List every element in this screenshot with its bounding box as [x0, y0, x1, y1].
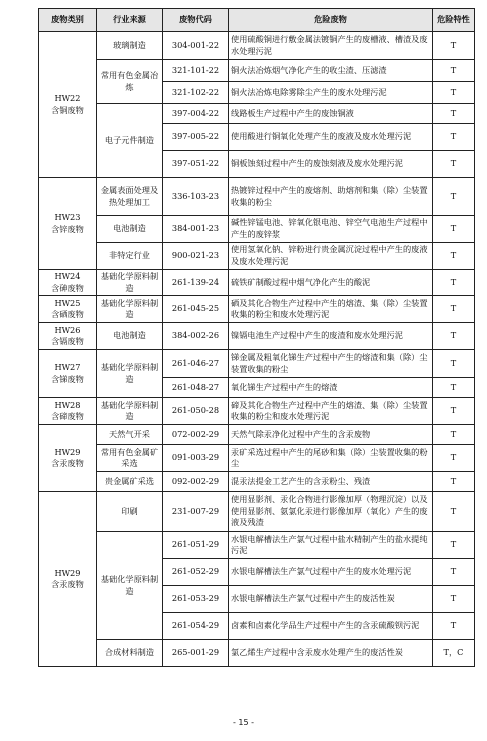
waste-description-cell: 镍镉电池生产过程中产生的废渣和废水处理污泥	[229, 323, 433, 350]
table-row	[39, 472, 475, 492]
waste-description-cell: 汞矿采选过程中产生的尾砂和集（除）尘装置收集的粉尘	[229, 445, 433, 472]
hazard-property-cell: T	[433, 270, 475, 296]
waste-category-cell: HW29 含汞废物	[39, 425, 97, 492]
industry-source-cell: 电池制造	[97, 216, 163, 243]
waste-description-cell: 混汞法提金工艺产生的含汞粉尘、残渣	[229, 472, 433, 492]
waste-code-cell: 091-003-29	[163, 445, 229, 472]
hazard-property-cell: T	[433, 586, 475, 613]
table-row	[39, 60, 475, 82]
hazard-property-cell: T	[433, 296, 475, 323]
hazard-property-cell: T	[433, 151, 475, 178]
industry-source-cell: 天然气开采	[97, 425, 163, 445]
waste-description-cell: 碱性锌锰电池、锌氧化银电池、锌空气电池生产过程中产生的废锌浆	[229, 216, 433, 243]
waste-code-cell: 261-050-28	[163, 398, 229, 425]
hazard-property-cell: T	[433, 445, 475, 472]
hazard-property-cell: T	[433, 60, 475, 82]
waste-description-cell: 铜火法冶炼电除雾除尘产生的废水处理污泥	[229, 82, 433, 104]
waste-code-cell: 265-001-29	[163, 640, 229, 667]
waste-code-cell: 072-002-29	[163, 425, 229, 445]
industry-source-cell: 基础化学原料制造	[97, 398, 163, 425]
waste-code-cell: 092-002-29	[163, 472, 229, 492]
waste-code-cell: 397-004-22	[163, 104, 229, 124]
table-row	[39, 323, 475, 350]
hazardous-waste-table	[38, 8, 475, 667]
industry-source-cell: 电子元件制造	[97, 104, 163, 178]
page-number: - 15 -	[232, 718, 255, 727]
waste-code-cell: 261-051-29	[163, 532, 229, 559]
waste-description-cell: 线路板生产过程中产生的废蚀铜液	[229, 104, 433, 124]
waste-description-cell: 热镀锌过程中产生的废熔剂、助熔剂和集（除）尘装置收集的粉尘	[229, 178, 433, 216]
table-row	[39, 640, 475, 667]
waste-category-cell: HW26 含镉废物	[39, 323, 97, 350]
table-row	[39, 270, 475, 296]
table-row	[39, 32, 475, 60]
waste-code-cell: 261-048-27	[163, 378, 229, 398]
industry-source-cell: 电池制造	[97, 323, 163, 350]
hazard-property-cell: T，C	[433, 640, 475, 667]
table-row	[39, 216, 475, 243]
industry-source-cell: 基础化学原料制造	[97, 532, 163, 640]
table-row	[39, 350, 475, 378]
industry-source-cell: 印刷	[97, 492, 163, 532]
header-hazardous-waste: 危险废物	[229, 9, 433, 32]
waste-code-cell: 231-007-29	[163, 492, 229, 532]
hazard-property-cell: T	[433, 398, 475, 425]
industry-source-cell: 合成材料制造	[97, 640, 163, 667]
table-row	[39, 104, 475, 124]
waste-code-cell: 261-052-29	[163, 559, 229, 586]
table-row	[39, 243, 475, 270]
table-row	[39, 398, 475, 425]
waste-description-cell: 碲及其化合物生产过程中产生的熔渣、集（除）尘装置收集的粉尘和废水处理污泥	[229, 398, 433, 425]
waste-description-cell: 硫铁矿制酸过程中烟气净化产生的酸泥	[229, 270, 433, 296]
hazard-property-cell: T	[433, 32, 475, 60]
table-row	[39, 492, 475, 532]
industry-source-cell: 基础化学原料制造	[97, 296, 163, 323]
hazard-property-cell: T	[433, 532, 475, 559]
waste-category-cell: HW22 含铜废物	[39, 32, 97, 178]
waste-description-cell: 使用硫酸铜进行敷金属法镀铜产生的废槽液、槽渣及废水处理污泥	[229, 32, 433, 60]
hazard-property-cell: T	[433, 323, 475, 350]
table-row	[39, 425, 475, 445]
hazard-property-cell: T	[433, 350, 475, 378]
waste-code-cell: 397-051-22	[163, 151, 229, 178]
hazard-property-cell: T	[433, 559, 475, 586]
hazard-property-cell: T	[433, 378, 475, 398]
waste-code-cell: 900-021-23	[163, 243, 229, 270]
header-hazard-property: 危险特性	[433, 9, 475, 32]
waste-code-cell: 384-001-23	[163, 216, 229, 243]
table-row	[39, 178, 475, 216]
waste-code-cell: 384-002-26	[163, 323, 229, 350]
header-waste-category: 废物类别	[39, 9, 97, 32]
table-row	[39, 296, 475, 323]
industry-source-cell: 常用有色金属矿采选	[97, 445, 163, 472]
waste-category-cell: HW24 含砷废物	[39, 270, 97, 296]
waste-description-cell: 铜板蚀刻过程中产生的废蚀刻液及废水处理污泥	[229, 151, 433, 178]
industry-source-cell: 金属表面处理及热处理加工	[97, 178, 163, 216]
waste-description-cell: 天然气除汞净化过程中产生的含汞废物	[229, 425, 433, 445]
waste-description-cell: 使用酸进行铜氧化处理产生的废液及废水处理污泥	[229, 124, 433, 151]
waste-code-cell: 336-103-23	[163, 178, 229, 216]
industry-source-cell: 基础化学原料制造	[97, 270, 163, 296]
hazard-property-cell: T	[433, 492, 475, 532]
waste-description-cell: 使用氢氧化钠、锌粉进行贵金属沉淀过程中产生的废液及废水处理污泥	[229, 243, 433, 270]
waste-description-cell: 铜火法冶炼烟气净化产生的收尘渣、压滤渣	[229, 60, 433, 82]
hazard-property-cell: T	[433, 613, 475, 640]
waste-category-cell: HW27 含锑废物	[39, 350, 97, 398]
hazard-property-cell: T	[433, 104, 475, 124]
table-row	[39, 532, 475, 559]
industry-source-cell: 基础化学原料制造	[97, 350, 163, 398]
table-header-row	[39, 9, 475, 32]
industry-source-cell: 常用有色金属冶炼	[97, 60, 163, 104]
waste-code-cell: 261-053-29	[163, 586, 229, 613]
waste-description-cell: 使用显影剂、汞化合物进行影像加厚（物理沉淀）以及使用显影剂、氨氯化汞进行影像加厚（氧化）产生的废液及残渣	[229, 492, 433, 532]
waste-description-cell: 锑金属及粗氧化锑生产过程中产生的熔渣和集（除）尘装置收集的粉尘	[229, 350, 433, 378]
table-row	[39, 445, 475, 472]
header-industry-source: 行业来源	[97, 9, 163, 32]
header-waste-code: 废物代码	[163, 9, 229, 32]
waste-code-cell: 261-054-29	[163, 613, 229, 640]
waste-description-cell: 水银电解槽法生产氯气过程中产生的废活性炭	[229, 586, 433, 613]
waste-description-cell: 氯乙烯生产过程中含汞废水处理产生的废活性炭	[229, 640, 433, 667]
waste-code-cell: 321-101-22	[163, 60, 229, 82]
hazard-property-cell: T	[433, 472, 475, 492]
waste-description-cell: 水银电解槽法生产氯气过程中盐水精制产生的盐水提纯污泥	[229, 532, 433, 559]
waste-description-cell: 卤素和卤素化学品生产过程中产生的含汞硫酸钡污泥	[229, 613, 433, 640]
waste-category-cell: HW29 含汞废物	[39, 492, 97, 667]
waste-category-cell: HW28 含碲废物	[39, 398, 97, 425]
industry-source-cell: 贵金属矿采选	[97, 472, 163, 492]
waste-code-cell: 304-001-22	[163, 32, 229, 60]
waste-code-cell: 321-102-22	[163, 82, 229, 104]
waste-code-cell: 261-139-24	[163, 270, 229, 296]
waste-description-cell: 氧化锑生产过程中产生的熔渣	[229, 378, 433, 398]
hazard-property-cell: T	[433, 82, 475, 104]
waste-category-cell: HW25 含硒废物	[39, 296, 97, 323]
waste-code-cell: 261-046-27	[163, 350, 229, 378]
hazard-property-cell: T	[433, 124, 475, 151]
hazard-property-cell: T	[433, 178, 475, 216]
waste-description-cell: 水银电解槽法生产氯气过程中产生的废水处理污泥	[229, 559, 433, 586]
hazard-property-cell: T	[433, 216, 475, 243]
industry-source-cell: 非特定行业	[97, 243, 163, 270]
waste-code-cell: 397-005-22	[163, 124, 229, 151]
hazard-property-cell: T	[433, 425, 475, 445]
waste-category-cell: HW23 含锌废物	[39, 178, 97, 270]
industry-source-cell: 玻璃制造	[97, 32, 163, 60]
hazard-property-cell: T	[433, 243, 475, 270]
waste-code-cell: 261-045-25	[163, 296, 229, 323]
waste-description-cell: 硒及其化合物生产过程中产生的熔渣、集（除）尘装置收集的粉尘和废水处理污泥	[229, 296, 433, 323]
